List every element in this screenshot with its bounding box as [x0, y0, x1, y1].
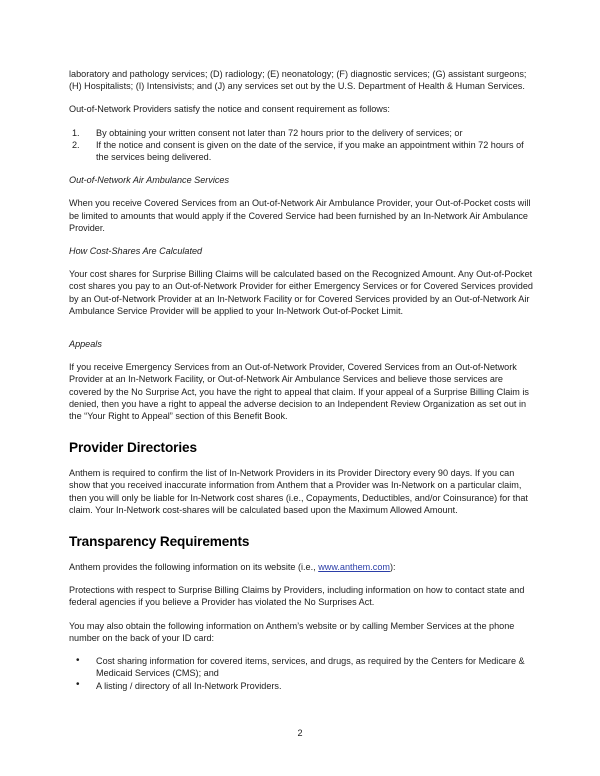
bullet-icon: • [76, 679, 80, 690]
appeals-paragraph: If you receive Emergency Services from an Out-of-Network Provider, Covered Services from an Out-of-Network Provider at an In-Network Facility, or Out-of-Network Air Ambulance Services and believe those services are covered by the No Surprise Act, you have the right to appeal that claim. If your appeal of a Surprise Billing Claim is denied, then you have a right to appeal the adverse decision to an Independent Review Organization as set out in the “Your Right to Appeal” section of this Benefit Book. [69, 362, 529, 422]
list-item-text: A listing / directory of all In-Network Providers. [96, 680, 282, 691]
list-item-text: Cost sharing information for covered items, services, and drugs, as required by the Centers for Medicare & Medicaid Services (CMS); and [96, 656, 525, 679]
cost-shares-paragraph: Your cost shares for Surprise Billing Claims will be calculated based on the Recognized Amount. Any Out-of-Pocket cost shares you pay to an Out-of-Network Provider for either Emergency Services or for Covered Services provided by an Out-of-Network Provider at an In-Network Facility or for Covered Services provided by an Out-of-Network Air Ambulance Service Provider will be applied to your In-Network Out-of-Pocket Limit. [69, 269, 533, 316]
provider-directories-paragraph: Anthem is required to confirm the list of In-Network Providers in its Provider Directory every 90 days. If you can show that you received inaccurate information from Anthem that a Provider was In-Network on a particular claim, then you will only be liable for In-Network cost shares (i.e., Copayments, Deductibles, and/or Coinsurance) for that claim. Your In-Network cost-shares will be calculated based upon the Maximum Allowed Amount. [69, 468, 528, 515]
list-item [69, 655, 533, 679]
list-item [69, 139, 533, 163]
list-marker: 1. [72, 127, 80, 138]
notice-consent-list [69, 127, 533, 164]
anthem-website-link[interactable]: www.anthem.com [318, 562, 390, 573]
transparency-lead-prefix: Anthem provides the following information on its website (i.e., [69, 562, 319, 573]
cost-shares-subheading: How Cost-Shares Are Calculated [69, 246, 203, 257]
page-number: 2 [297, 728, 303, 738]
bullet-icon: • [76, 654, 80, 666]
transparency-lead-suffix: ): [389, 562, 396, 573]
appeals-subheading: Appeals [69, 339, 102, 350]
notice-consent-lead: Out-of-Network Providers satisfy the notice and consent requirement as follows: [69, 104, 390, 115]
list-item [69, 127, 533, 139]
obtain-info-lead: You may also obtain the following information on Anthem’s website or by calling Member Services at the phone number on the back of your ID card: [69, 620, 515, 643]
provider-directories-heading: Provider Directories [69, 440, 197, 456]
transparency-lead-paragraph [69, 561, 533, 573]
list-item-text: By obtaining your written consent not later than 72 hours prior to the delivery of services; or [96, 127, 463, 138]
protections-paragraph: Protections with respect to Surprise Billing Claims by Providers, including information on how to contact state and federal agencies if you believe a Provider has violated the No Surprises Act. [69, 585, 525, 608]
intro-paragraph: laboratory and pathology services; (D) radiology; (E) neonatology; (F) diagnostic services; (G) assistant surgeons; (H) Hospitalists; (I) Intensivists; and (J) any services set out by the U.S. Department of Health & Human Services. [69, 69, 527, 92]
list-marker: 2. [72, 139, 80, 150]
transparency-requirements-heading: Transparency Requirements [69, 534, 250, 550]
list-item-text: If the notice and consent is given on the date of the service, if you make an appointment within 72 hours of the services being delivered. [96, 139, 524, 163]
air-ambulance-subheading: Out-of-Network Air Ambulance Services [69, 175, 230, 186]
list-item [69, 680, 533, 692]
spacer [69, 328, 533, 338]
info-bullet-list [69, 655, 533, 692]
air-ambulance-paragraph: When you receive Covered Services from an Out-of-Network Air Ambulance Provider, your Out-of-Pocket costs will be limited to amounts that would apply if the Covered Service had been furnished by an In-Network Air Ambulance Provider. [69, 198, 531, 233]
